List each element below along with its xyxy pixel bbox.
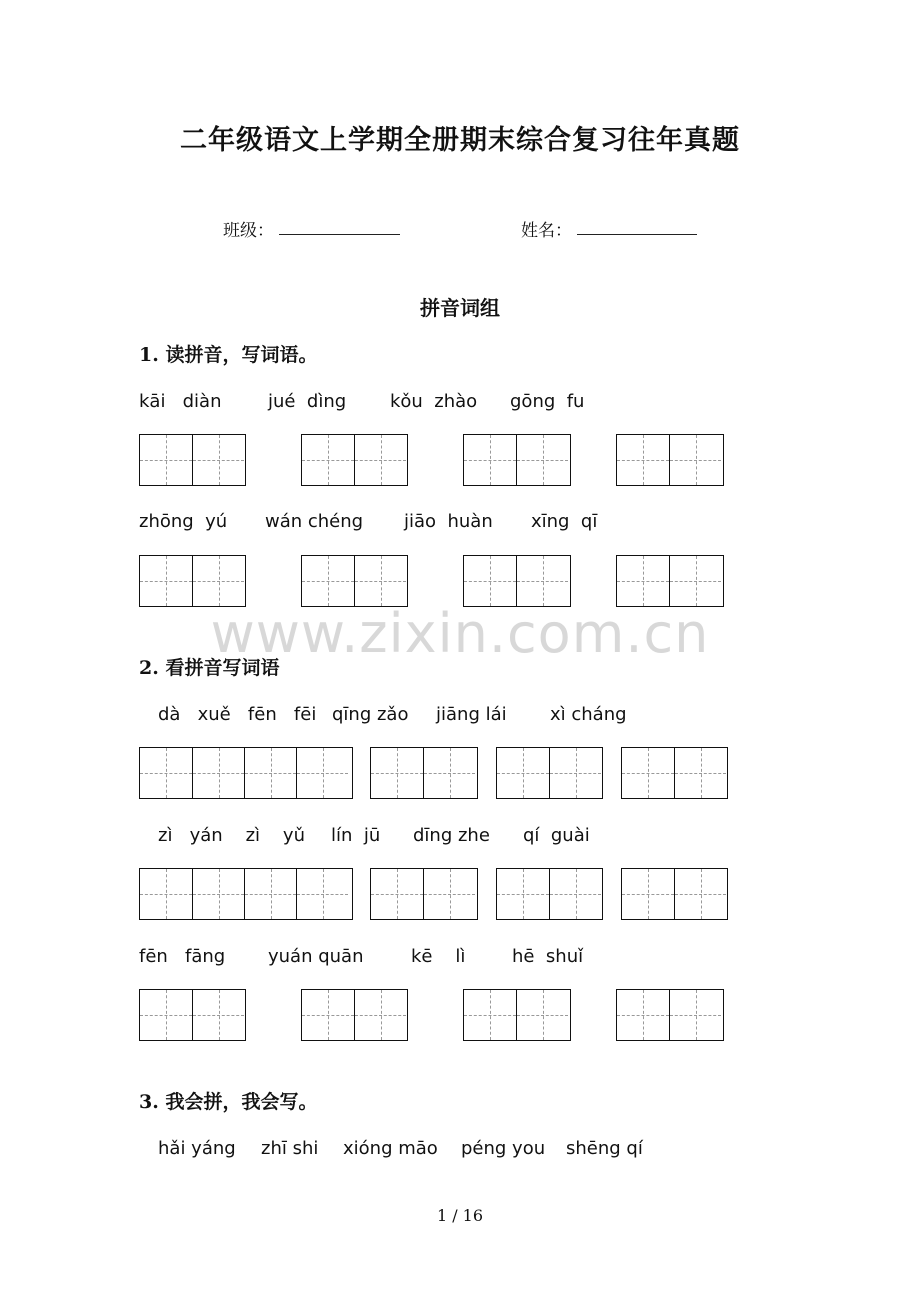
writing-grid-2[interactable] <box>301 434 408 486</box>
document-title: 二年级语文上学期全册期末综合复习往年真题 <box>180 125 740 156</box>
pinyin-word: lín jū <box>331 825 381 846</box>
pinyin-word: xīng qī <box>531 511 598 532</box>
writing-cell[interactable] <box>497 869 549 919</box>
pinyin-word: jiāng lái <box>436 704 507 725</box>
writing-cell[interactable] <box>140 869 192 919</box>
pinyin-word: dīng zhe <box>413 825 490 846</box>
class-blank-line <box>279 234 400 235</box>
writing-grid-2[interactable] <box>616 434 724 486</box>
pinyin-word: dà xuě fēn fēi <box>158 704 317 725</box>
writing-cell[interactable] <box>617 556 669 606</box>
writing-cell[interactable] <box>192 556 244 606</box>
writing-cell[interactable] <box>244 869 296 919</box>
writing-cell[interactable] <box>674 869 726 919</box>
writing-grid-2[interactable] <box>621 868 728 920</box>
writing-cell[interactable] <box>464 990 516 1040</box>
pinyin-word: zhōng yú <box>139 511 228 532</box>
pinyin-word: xì cháng <box>550 704 627 725</box>
pinyin-word: qí guài <box>523 825 590 846</box>
writing-grid-2[interactable] <box>463 989 571 1041</box>
writing-cell[interactable] <box>302 556 354 606</box>
writing-grid-2[interactable] <box>463 555 571 607</box>
name-blank-line <box>577 234 697 235</box>
writing-cell[interactable] <box>617 435 669 485</box>
writing-cell[interactable] <box>140 435 192 485</box>
pinyin-word: zì yán zì yǔ <box>158 825 305 846</box>
writing-cell[interactable] <box>516 435 568 485</box>
writing-cell[interactable] <box>669 990 721 1040</box>
writing-grid-2[interactable] <box>496 747 603 799</box>
name-label: 姓名： <box>521 221 572 241</box>
writing-cell[interactable] <box>192 435 244 485</box>
writing-cell[interactable] <box>302 435 354 485</box>
class-label: 班级： <box>223 221 274 241</box>
writing-grid-4[interactable] <box>139 747 353 799</box>
writing-grid-2[interactable] <box>139 434 246 486</box>
writing-cell[interactable] <box>244 748 296 798</box>
pinyin-word: kē lì <box>411 946 466 967</box>
pinyin-word: fēn fāng <box>139 946 226 967</box>
pinyin-word: xióng māo <box>343 1138 438 1159</box>
writing-cell[interactable] <box>140 748 192 798</box>
pinyin-word: péng you <box>461 1138 546 1159</box>
writing-grid-2[interactable] <box>139 989 246 1041</box>
writing-cell[interactable] <box>371 869 423 919</box>
writing-cell[interactable] <box>516 990 568 1040</box>
writing-cell[interactable] <box>622 748 674 798</box>
writing-grid-2[interactable] <box>496 868 603 920</box>
writing-cell[interactable] <box>192 748 244 798</box>
pinyin-word: jiāo huàn <box>404 511 493 532</box>
pinyin-word: yuán quān <box>268 946 364 967</box>
writing-grid-2[interactable] <box>463 434 571 486</box>
question-3-label: 3. 我会拼，我会写。 <box>139 1091 318 1113</box>
writing-cell[interactable] <box>371 748 423 798</box>
writing-grid-2[interactable] <box>616 555 724 607</box>
pinyin-word: gōng fu <box>510 391 585 412</box>
writing-cell[interactable] <box>423 869 475 919</box>
writing-cell[interactable] <box>302 990 354 1040</box>
writing-cell[interactable] <box>464 556 516 606</box>
section-heading: 拼音词组 <box>420 296 500 320</box>
writing-cell[interactable] <box>140 990 192 1040</box>
writing-cell[interactable] <box>354 435 406 485</box>
writing-cell[interactable] <box>674 748 726 798</box>
writing-grid-4[interactable] <box>139 868 353 920</box>
page-number: 1 / 16 <box>436 1206 484 1225</box>
pinyin-word: wán chéng <box>265 511 364 532</box>
writing-cell[interactable] <box>622 869 674 919</box>
pinyin-word: hǎi yáng <box>158 1138 236 1159</box>
pinyin-word: hē shuǐ <box>512 946 584 967</box>
writing-cell[interactable] <box>464 435 516 485</box>
question-1-label: 1. 读拼音，写词语。 <box>139 344 318 366</box>
writing-cell[interactable] <box>192 990 244 1040</box>
writing-cell[interactable] <box>296 748 348 798</box>
writing-cell[interactable] <box>296 869 348 919</box>
writing-cell[interactable] <box>669 556 721 606</box>
writing-cell[interactable] <box>354 990 406 1040</box>
writing-cell[interactable] <box>192 869 244 919</box>
pinyin-word: jué dìng <box>268 391 347 412</box>
writing-cell[interactable] <box>549 748 601 798</box>
writing-grid-2[interactable] <box>616 989 724 1041</box>
writing-cell[interactable] <box>516 556 568 606</box>
writing-cell[interactable] <box>617 990 669 1040</box>
writing-cell[interactable] <box>497 748 549 798</box>
pinyin-word: kāi diàn <box>139 391 222 412</box>
watermark: www.zixin.com.cn <box>210 602 710 665</box>
question-2-label: 2. 看拼音写词语 <box>139 657 280 679</box>
writing-grid-2[interactable] <box>370 747 478 799</box>
writing-grid-2[interactable] <box>139 555 246 607</box>
writing-grid-2[interactable] <box>301 555 408 607</box>
writing-cell[interactable] <box>549 869 601 919</box>
writing-grid-2[interactable] <box>621 747 728 799</box>
writing-cell[interactable] <box>354 556 406 606</box>
pinyin-word: shēng qí <box>566 1138 643 1159</box>
writing-cell[interactable] <box>423 748 475 798</box>
pinyin-word: kǒu zhào <box>390 391 478 412</box>
pinyin-word: zhī shi <box>261 1138 319 1159</box>
writing-grid-2[interactable] <box>301 989 408 1041</box>
writing-grid-2[interactable] <box>370 868 478 920</box>
writing-cell[interactable] <box>140 556 192 606</box>
pinyin-word: qīng zǎo <box>332 704 409 725</box>
writing-cell[interactable] <box>669 435 721 485</box>
